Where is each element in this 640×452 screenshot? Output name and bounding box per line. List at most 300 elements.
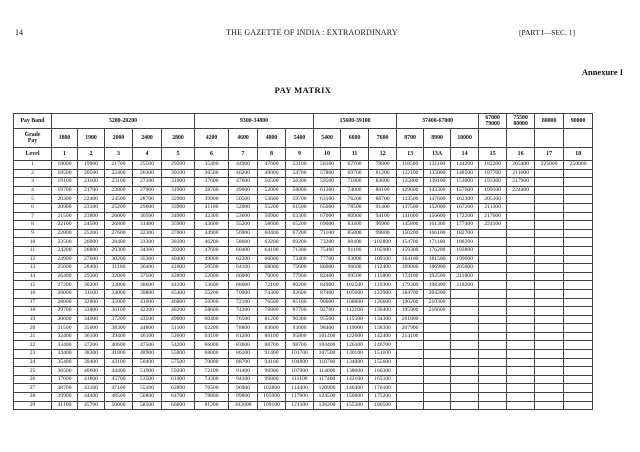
- pay-cell: [424, 324, 451, 333]
- table-row: [14, 350, 593, 359]
- pay-cell: 96900: [258, 367, 286, 376]
- pay-cell: [564, 229, 593, 238]
- pay-cell: 31400: [133, 221, 162, 230]
- pay-cell: 155600: [369, 358, 397, 367]
- pay-band-cell: 90000: [564, 114, 593, 129]
- row-index-cell: 2: [14, 169, 52, 178]
- pay-cell: [507, 195, 535, 204]
- pay-cell: 146700: [369, 341, 397, 350]
- pay-cell: 164100: [397, 255, 424, 264]
- pay-cell: [564, 307, 593, 316]
- pay-cell: 53600: [258, 195, 286, 204]
- pay-cell: 82600: [286, 289, 314, 298]
- pay-cell: [507, 375, 535, 384]
- pay-cell: 23500: [52, 238, 78, 247]
- pay-cell: 76500: [195, 384, 229, 393]
- pay-cell: [535, 324, 564, 333]
- pay-cell: 69000: [314, 221, 341, 230]
- pay-cell: 53100: [286, 161, 314, 170]
- pay-cell: 91100: [341, 246, 369, 255]
- table-row: [14, 393, 593, 402]
- level-cell: 13A: [424, 148, 451, 161]
- pay-cell: [479, 358, 507, 367]
- pay-cell: 23100: [78, 203, 105, 212]
- pay-cell: 153000: [451, 178, 479, 187]
- pay-cell: [507, 238, 535, 247]
- pay-cell: [507, 203, 535, 212]
- pay-cell: 29200: [162, 161, 195, 170]
- pay-cell: 46200: [229, 169, 258, 178]
- pay-cell: 51900: [133, 367, 162, 376]
- pay-cell: 66600: [162, 401, 195, 410]
- pay-cell: 192500: [424, 272, 451, 281]
- pay-cell: 34000: [78, 315, 105, 324]
- pay-cell: [535, 229, 564, 238]
- pay-cell: 102500: [341, 281, 369, 290]
- pay-cell: 37600: [195, 178, 229, 187]
- pay-cell: [424, 341, 451, 350]
- pay-cell: 85100: [286, 298, 314, 307]
- pay-cell: 150200: [397, 229, 424, 238]
- pay-cell: 83300: [341, 221, 369, 230]
- pay-cell: 145800: [397, 221, 424, 230]
- pay-cell: 182200: [479, 161, 507, 170]
- pay-cell: 47600: [229, 178, 258, 187]
- pay-cell: 131100: [424, 161, 451, 170]
- pay-cell: 36500: [52, 367, 78, 376]
- pay-cell: 52000: [195, 272, 229, 281]
- pay-cell: 30200: [105, 255, 133, 264]
- pay-cell: 207900: [397, 324, 424, 333]
- row-index-cell: 16: [14, 289, 52, 298]
- pay-cell: 76200: [341, 195, 369, 204]
- table-row: [14, 178, 593, 187]
- pay-cell: 36500: [195, 169, 229, 178]
- pay-cell: 55200: [229, 221, 258, 230]
- page-title: PAY MATRIX: [274, 85, 332, 95]
- pay-cell: 78800: [195, 393, 229, 402]
- grade-pay-cell: 2000: [105, 129, 133, 148]
- pay-cell: [479, 307, 507, 316]
- pay-cell: 121300: [286, 401, 314, 410]
- grade-pay-cell: 4200: [195, 129, 229, 148]
- pay-cell: 31000: [162, 178, 195, 187]
- level-cell: 11: [341, 148, 369, 161]
- pay-cell: 94100: [258, 358, 286, 367]
- pay-band-cell: 15600-39100: [314, 114, 397, 129]
- pay-cell: 18000: [52, 161, 78, 170]
- pay-cell: 94100: [229, 375, 258, 384]
- pay-cell: [479, 229, 507, 238]
- pay-cell: [451, 289, 479, 298]
- pay-cell: [479, 384, 507, 393]
- pay-cell: 73400: [286, 255, 314, 264]
- row-index-cell: 25: [14, 367, 52, 376]
- pay-cell: [397, 358, 424, 367]
- pay-band-cell: 80000: [535, 114, 564, 129]
- pay-cell: 27600: [105, 229, 133, 238]
- pay-cell: [451, 350, 479, 359]
- pay-cell: 218200: [451, 281, 479, 290]
- pay-cell: 31100: [78, 289, 105, 298]
- row-index-cell: 12: [14, 255, 52, 264]
- pay-cell: 81200: [258, 315, 286, 324]
- pay-cell: 40600: [105, 341, 133, 350]
- pay-cell: 27900: [133, 186, 162, 195]
- pay-cell: [507, 212, 535, 221]
- pay-cell: 24200: [52, 246, 78, 255]
- pay-cell: 71300: [286, 246, 314, 255]
- pay-cell: 63300: [286, 212, 314, 221]
- pay-cell: [479, 393, 507, 402]
- pay-cell: [507, 367, 535, 376]
- pay-cell: [507, 221, 535, 230]
- pay-cell: [507, 341, 535, 350]
- pay-cell: 151100: [369, 350, 397, 359]
- pay-cell: 90300: [286, 315, 314, 324]
- table-row: [14, 384, 593, 393]
- pay-cell: 83600: [258, 324, 286, 333]
- pay-cell: 91400: [258, 350, 286, 359]
- pay-cell: 142400: [369, 332, 397, 341]
- pay-cell: 129600: [397, 186, 424, 195]
- level-cell: 4: [133, 148, 162, 161]
- pay-band-cell: 67000 79000: [479, 114, 507, 129]
- pay-cell: [564, 221, 593, 230]
- pay-cell: 39900: [52, 393, 78, 402]
- pay-cell: 60400: [229, 246, 258, 255]
- pay-cell: 77900: [286, 272, 314, 281]
- pay-cell: 53600: [195, 281, 229, 290]
- pay-cell: [507, 281, 535, 290]
- level-cell: 16: [507, 148, 535, 161]
- pay-cell: 62800: [162, 384, 195, 393]
- pay-cell: 187700: [479, 169, 507, 178]
- pay-cell: 43100: [105, 358, 133, 367]
- grade-pay-cell: 1800: [52, 129, 78, 148]
- pay-cell: 34300: [133, 246, 162, 255]
- pay-cell: 130100: [341, 350, 369, 359]
- pay-cell: [424, 401, 451, 410]
- pay-cell: 78800: [229, 324, 258, 333]
- pay-cell: 81200: [195, 401, 229, 410]
- pay-cell: 83600: [229, 341, 258, 350]
- pay-cell: 35400: [52, 358, 78, 367]
- pay-cell: 86100: [229, 350, 258, 359]
- pay-cell: 44400: [78, 393, 105, 402]
- pay-cell: 35000: [105, 298, 133, 307]
- pay-cell: [507, 332, 535, 341]
- row-index-cell: 15: [14, 281, 52, 290]
- grade-pay-cell: 8700: [397, 129, 424, 148]
- pay-cell: 107500: [314, 350, 341, 359]
- row-index-cell: 17: [14, 298, 52, 307]
- pay-cell: [507, 358, 535, 367]
- pay-cell: 109100: [258, 401, 286, 410]
- pay-cell: 57500: [162, 358, 195, 367]
- pay-cell: [451, 315, 479, 324]
- pay-cell: 50400: [133, 358, 162, 367]
- pay-cell: 135000: [424, 169, 451, 178]
- pay-cell: [479, 324, 507, 333]
- pay-cell: 69700: [341, 169, 369, 178]
- pay-cell: 74300: [258, 289, 286, 298]
- pay-cell: 37000: [162, 229, 195, 238]
- pay-cell: 199100: [479, 186, 507, 195]
- pay-cell: 62200: [229, 255, 258, 264]
- pay-cell: 46100: [133, 332, 162, 341]
- pay-cell: 201800: [397, 315, 424, 324]
- pay-cell: 34000: [105, 289, 133, 298]
- pay-cell: 70000: [195, 358, 229, 367]
- table-row: [14, 246, 593, 255]
- grade-pay-cell: [564, 129, 593, 148]
- pay-cell: 33900: [162, 203, 195, 212]
- row-index-cell: 13: [14, 264, 52, 273]
- pay-cell: 44400: [105, 367, 133, 376]
- pay-cell: 59500: [314, 178, 341, 187]
- pay-cell: [451, 307, 479, 316]
- pay-cell: 62200: [195, 324, 229, 333]
- pay-cell: [424, 367, 451, 376]
- pay-band-label: Pay Band: [14, 114, 52, 129]
- pay-cell: 45700: [78, 401, 105, 410]
- pay-matrix-table: [13, 113, 593, 410]
- pay-cell: 141600: [397, 212, 424, 221]
- table-row: [14, 255, 593, 264]
- pay-cell: [535, 221, 564, 230]
- pay-cell: 64700: [162, 393, 195, 402]
- pay-cell: 119000: [341, 324, 369, 333]
- pay-cell: 40600: [78, 367, 105, 376]
- pay-cell: 76500: [258, 298, 286, 307]
- pay-band-cell: 5200-20200: [52, 114, 195, 129]
- pay-cell: 102800: [229, 401, 258, 410]
- pay-cell: [535, 298, 564, 307]
- pay-cell: 148500: [451, 169, 479, 178]
- pay-cell: 22400: [78, 195, 105, 204]
- table-row: [14, 221, 593, 230]
- pay-cell: 195900: [397, 307, 424, 316]
- pay-cell: [564, 341, 593, 350]
- pay-band-row: [14, 114, 593, 129]
- pay-cell: 39900: [195, 195, 229, 204]
- pay-cell: 128200: [314, 401, 341, 410]
- pay-cell: 99800: [369, 229, 397, 238]
- pay-cell: [564, 195, 593, 204]
- pay-cell: [507, 393, 535, 402]
- pay-cell: 58600: [195, 307, 229, 316]
- pay-cell: 65200: [286, 221, 314, 230]
- pay-cell: 72100: [258, 281, 286, 290]
- table-row: [14, 324, 593, 333]
- pay-cell: 170100: [369, 384, 397, 393]
- pay-cell: 180500: [369, 401, 397, 410]
- pay-cell: 56900: [195, 298, 229, 307]
- pay-cell: [564, 384, 593, 393]
- pay-cell: 64100: [258, 246, 286, 255]
- pay-cell: 81200: [369, 169, 397, 178]
- pay-cell: 126300: [341, 341, 369, 350]
- level-cell: 3: [105, 148, 133, 161]
- pay-cell: 26800: [78, 246, 105, 255]
- pay-cell: 67700: [341, 161, 369, 170]
- pay-cell: 21100: [78, 178, 105, 187]
- pay-cell: 57800: [314, 169, 341, 178]
- pay-cell: 91400: [229, 367, 258, 376]
- pay-cell: 35300: [133, 255, 162, 264]
- pay-cell: [479, 401, 507, 410]
- pay-cell: 73200: [314, 238, 341, 247]
- pay-cell: [424, 393, 451, 402]
- pay-cell: 190200: [397, 298, 424, 307]
- pay-cell: [479, 255, 507, 264]
- table-row: [14, 375, 593, 384]
- row-index-cell: 8: [14, 221, 52, 230]
- pay-cell: 109100: [369, 255, 397, 264]
- pay-cell: [424, 358, 451, 367]
- pay-cell: 64100: [195, 332, 229, 341]
- pay-cell: 22100: [52, 221, 78, 230]
- pay-cell: [564, 401, 593, 410]
- pay-cell: [535, 375, 564, 384]
- pay-cell: 62200: [258, 238, 286, 247]
- pay-cell: 95800: [286, 332, 314, 341]
- pay-cell: [479, 264, 507, 273]
- pay-cell: 179300: [397, 281, 424, 290]
- pay-cell: 21500: [52, 212, 78, 221]
- pay-cell: 50500: [195, 264, 229, 273]
- pay-cell: 155300: [341, 401, 369, 410]
- pay-cell: [507, 289, 535, 298]
- pay-cell: 37200: [78, 341, 105, 350]
- row-index-cell: 18: [14, 307, 52, 316]
- pay-cell: 96600: [341, 264, 369, 273]
- pay-cell: [564, 393, 593, 402]
- pay-cell: 117800: [286, 393, 314, 402]
- pay-cell: 39200: [162, 246, 195, 255]
- pay-cell: 28400: [105, 238, 133, 247]
- pay-cell: [535, 332, 564, 341]
- pay-cell: [479, 367, 507, 376]
- pay-cell: 77700: [314, 255, 341, 264]
- pay-cell: 119300: [369, 281, 397, 290]
- pay-cell: [397, 375, 424, 384]
- pay-cell: 177400: [451, 221, 479, 230]
- pay-cell: 47600: [258, 161, 286, 170]
- pay-cell: 117400: [314, 375, 341, 384]
- table-row: [14, 212, 593, 221]
- pay-cell: [507, 298, 535, 307]
- pay-cell: 36400: [133, 264, 162, 273]
- pay-cell: [535, 238, 564, 247]
- pay-cell: 40400: [162, 255, 195, 264]
- pay-cell: 72100: [229, 298, 258, 307]
- pay-cell: 59200: [162, 367, 195, 376]
- pay-cell: 78500: [341, 203, 369, 212]
- pay-cell: 157600: [451, 186, 479, 195]
- pay-cell: [535, 384, 564, 393]
- pay-cell: 49000: [195, 255, 229, 264]
- pay-cell: [479, 246, 507, 255]
- pay-cell: 99800: [258, 375, 286, 384]
- grade-pay-cell: 7600: [369, 129, 397, 148]
- table-row: [14, 358, 593, 367]
- pay-cell: 76500: [229, 315, 258, 324]
- pay-cell: 107900: [286, 367, 314, 376]
- pay-cell: 32000: [105, 272, 133, 281]
- pay-cell: 146400: [341, 384, 369, 393]
- pay-cell: 50500: [229, 195, 258, 204]
- pay-cell: 22800: [52, 229, 78, 238]
- pay-cell: 24500: [105, 195, 133, 204]
- grade-pay-cell: 2800: [162, 129, 195, 148]
- pay-cell: 217600: [479, 212, 507, 221]
- page-number: 14: [15, 28, 23, 37]
- table-row: [14, 281, 593, 290]
- pay-cell: 93000: [286, 324, 314, 333]
- pay-cell: 45400: [162, 289, 195, 298]
- pay-cell: 33300: [133, 238, 162, 247]
- grade-pay-cell: 8900: [424, 129, 451, 148]
- row-index-cell: 20: [14, 324, 52, 333]
- pay-cell: 44800: [133, 324, 162, 333]
- pay-cell: 88700: [369, 195, 397, 204]
- pay-cell: [535, 212, 564, 221]
- pay-cell: 29600: [133, 203, 162, 212]
- pay-cell: [507, 229, 535, 238]
- pay-cell: 25200: [105, 203, 133, 212]
- pay-cell: 44100: [162, 281, 195, 290]
- pay-cell: 91400: [369, 203, 397, 212]
- pay-cell: [451, 401, 479, 410]
- gazette-section: [PART I—SEC. 1]: [519, 28, 576, 37]
- pay-cell: [507, 246, 535, 255]
- pay-cell: 193300: [479, 178, 507, 187]
- pay-cell: [564, 375, 593, 384]
- pay-cell: 23800: [78, 212, 105, 221]
- pay-cell: 110700: [314, 358, 341, 367]
- pay-cell: 78800: [258, 307, 286, 316]
- grade-pay-cell: 2400: [133, 129, 162, 148]
- pay-cell: 75600: [286, 264, 314, 273]
- pay-cell: 161300: [424, 221, 451, 230]
- pay-cell: 186900: [424, 264, 451, 273]
- grade-pay-cell: 4800: [258, 129, 286, 148]
- row-index-cell: 11: [14, 246, 52, 255]
- pay-cell: 37200: [105, 315, 133, 324]
- pay-cell: [479, 289, 507, 298]
- level-cell: 17: [535, 148, 564, 161]
- pay-cell: [535, 401, 564, 410]
- row-index-cell: 3: [14, 178, 52, 187]
- pay-cell: 96900: [229, 384, 258, 393]
- pay-cell: 56300: [286, 178, 314, 187]
- pay-cell: 104400: [314, 341, 341, 350]
- pay-cell: [535, 203, 564, 212]
- pay-cell: 67000: [314, 212, 341, 221]
- pay-cell: 27200: [52, 281, 78, 290]
- pay-cell: 66000: [229, 272, 258, 281]
- table-row: [14, 203, 593, 212]
- pay-cell: [507, 384, 535, 393]
- pay-cell: 32300: [133, 229, 162, 238]
- pay-cell: 86100: [258, 332, 286, 341]
- pay-cell: 154700: [397, 238, 424, 247]
- pay-cell: 21700: [78, 186, 105, 195]
- pay-cell: 48200: [162, 307, 195, 316]
- row-index-cell: 24: [14, 358, 52, 367]
